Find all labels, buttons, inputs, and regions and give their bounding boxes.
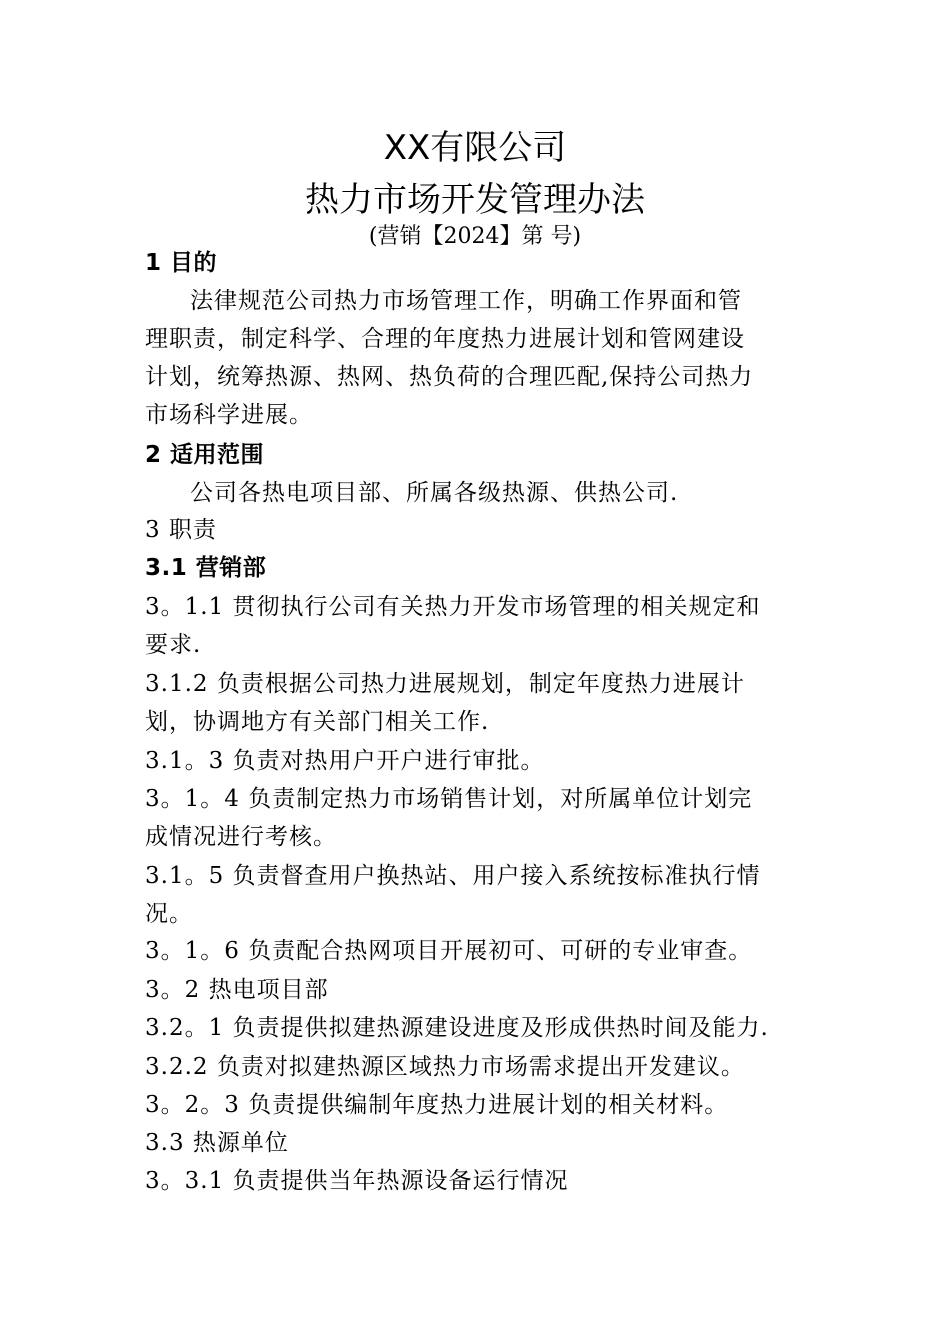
company-name: XX有限公司 (383, 128, 567, 168)
section-3-heading: 3 职责 (145, 517, 217, 543)
section-3-1-item-line: 3。1。6 负责配合热网项目开展初可、可研的专业审查。 (145, 938, 753, 964)
section-3-1-item-line: 3.1。3 负责对热用户开户进行审批。 (145, 748, 545, 774)
section-3-1-heading: 3.1 营销部 (145, 555, 267, 581)
document-title: 热力市场开发管理办法 (305, 180, 645, 220)
section-3-3-item-line: 3。3.1 负责提供当年热源设备运行情况 (145, 1168, 569, 1194)
section-3-1-item-line: 况。 (145, 901, 193, 927)
section-3-2-item-line: 3.2。1 负责提供拟建热源建设进度及形成供热时间及能力. (145, 1015, 769, 1041)
section-3-1-item-line: 3.1。5 负责督查用户换热站、用户接入系统按标准执行情 (145, 863, 761, 889)
section-1-paragraph-line: 理职责，制定科学、合理的年度热力进展计划和管网建设 (145, 326, 745, 352)
section-3-3-heading: 3.3 热源单位 (145, 1130, 289, 1156)
section-3-2-item-line: 3.2.2 负责对拟建热源区域热力市场需求提出开发建议。 (145, 1054, 745, 1080)
section-3-1-item-line: 要求. (145, 632, 202, 658)
section-1-heading: 1 目的 (145, 250, 218, 276)
section-3-1-item-line: 3。1。4 负责制定热力市场销售计划，对所属单位计划完 (145, 786, 753, 812)
section-3-1-item-line: 划，协调地方有关部门相关工作. (145, 709, 490, 735)
section-2-heading: 2 适用范围 (145, 442, 265, 468)
section-1-paragraph-line: 市场科学进展。 (145, 402, 313, 428)
section-3-2-heading: 3。2 热电项目部 (145, 977, 329, 1003)
section-3-2-item-line: 3。2。3 负责提供编制年度热力进展计划的相关材料。 (145, 1092, 729, 1118)
section-1-paragraph-line: 计划，统筹热源、热网、热负荷的合理匹配,保持公司热力 (145, 364, 754, 390)
section-3-1-item-line: 成情况进行考核。 (145, 824, 337, 850)
section-3-1-item-line: 3。1.1 贯彻执行公司有关热力开发市场管理的相关规定和 (145, 594, 761, 620)
section-1-paragraph-line: 法律规范公司热力市场管理工作，明确工作界面和管 (190, 288, 742, 314)
section-3-1-item-line: 3.1.2 负责根据公司热力进展规划，制定年度热力进展计 (145, 671, 745, 697)
document-number: (营销【2024】第 号) (368, 224, 582, 249)
section-2-paragraph: 公司各热电项目部、所属各级热源、供热公司. (190, 480, 679, 506)
